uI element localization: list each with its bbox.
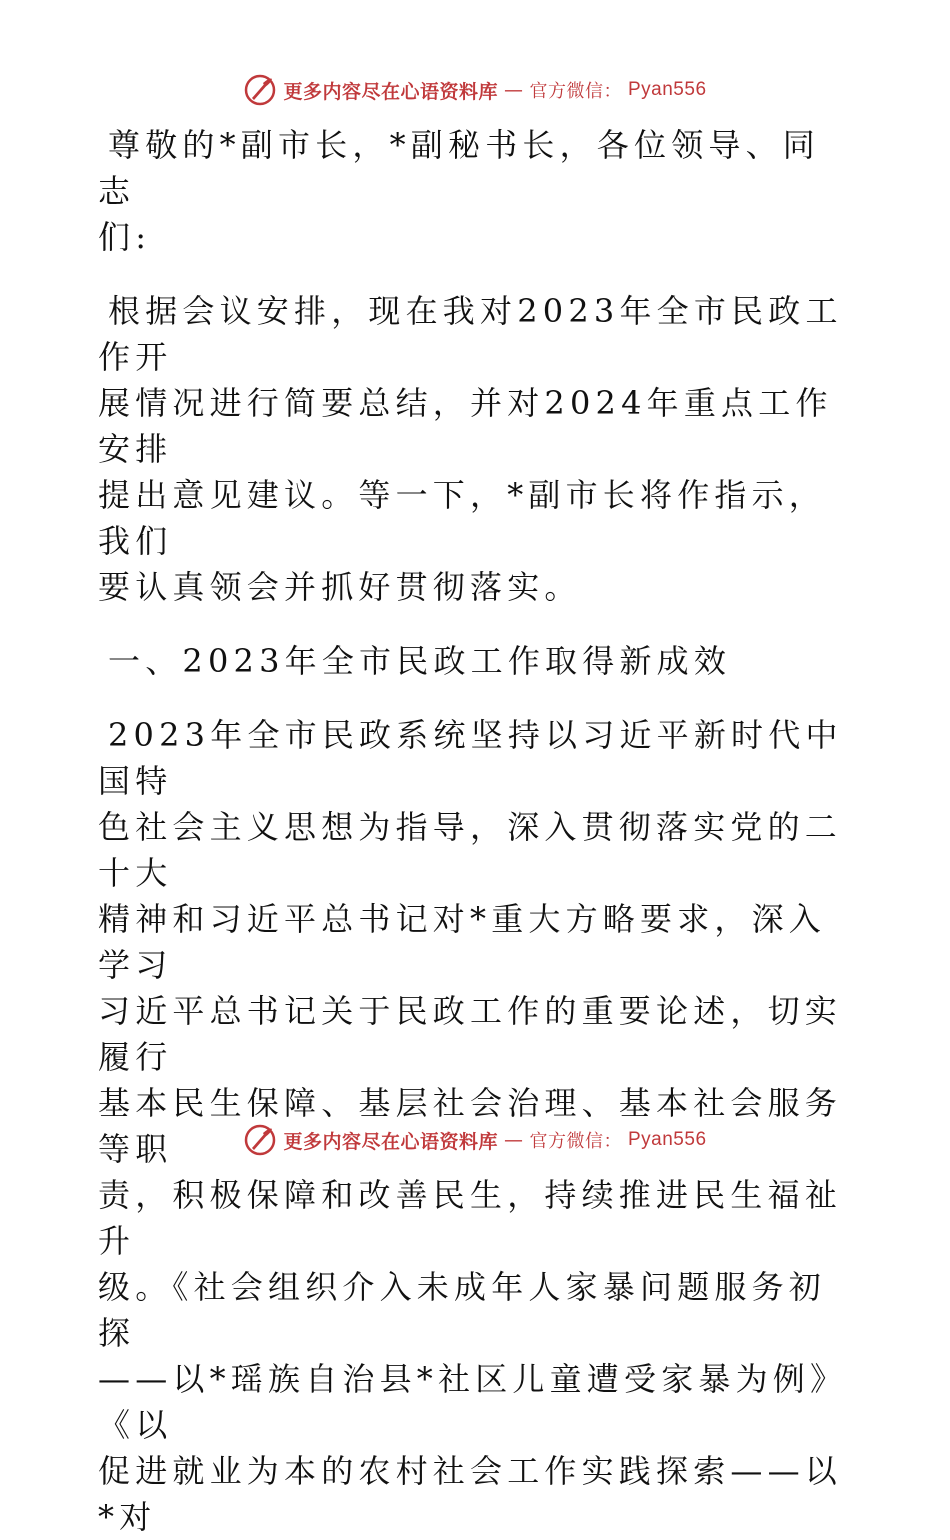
intro-paragraph: 根据会议安排，现在我对2023年全市民政工作开 展情况进行简要总结，并对2024年重点工作安排 提出意见建议。等一下，*副市长将作指示，我们 要认真领会并抓好贯彻落实。 bbox=[98, 292, 843, 606]
document-body bbox=[98, 122, 850, 1540]
quill-logo-icon bbox=[243, 1123, 277, 1157]
quill-logo-icon bbox=[243, 73, 277, 107]
watermark-separator: — bbox=[504, 79, 524, 101]
watermark-title: 更多内容尽在心语资料库 bbox=[283, 80, 498, 103]
salutation-paragraph: 尊敬的*副市长，*副秘书长，各位领导、同志 们: bbox=[98, 126, 821, 256]
watermark-separator: — bbox=[504, 1129, 524, 1151]
watermark-wechat-id: Pyan556 bbox=[628, 79, 707, 100]
section-heading-1: 一、2023年全市民政工作取得新成效 bbox=[108, 642, 732, 680]
watermark-title: 更多内容尽在心语资料库 bbox=[283, 1130, 498, 1153]
watermark-wechat-label: 官方微信： bbox=[529, 81, 622, 102]
body-paragraph-1: 2023年全市民政系统坚持以习近平新时代中国特 色社会主义思想为指导，深入贯彻落实党的二十大 精神和习近平总书记对*重大方略要求，深入学习 习近平总书记关于民政工作的重要论述，切实履行 基本民生保障、基层社会治理、基本社会服务等职 责，积极保障和改善民生，持续推进民生福祉升 级。《社会组织介入未成年人家暴问题服务初探 ——以*瑶族自治县*社区儿童遭受家暴为例》《以 促进就业为本的农村社会工作实践探索——以*对 bbox=[98, 716, 848, 1536]
watermark-header bbox=[0, 70, 950, 110]
watermark-footer bbox=[0, 1120, 950, 1160]
watermark-wechat-id: Pyan556 bbox=[628, 1129, 707, 1150]
watermark-wechat-label: 官方微信： bbox=[529, 1131, 622, 1152]
